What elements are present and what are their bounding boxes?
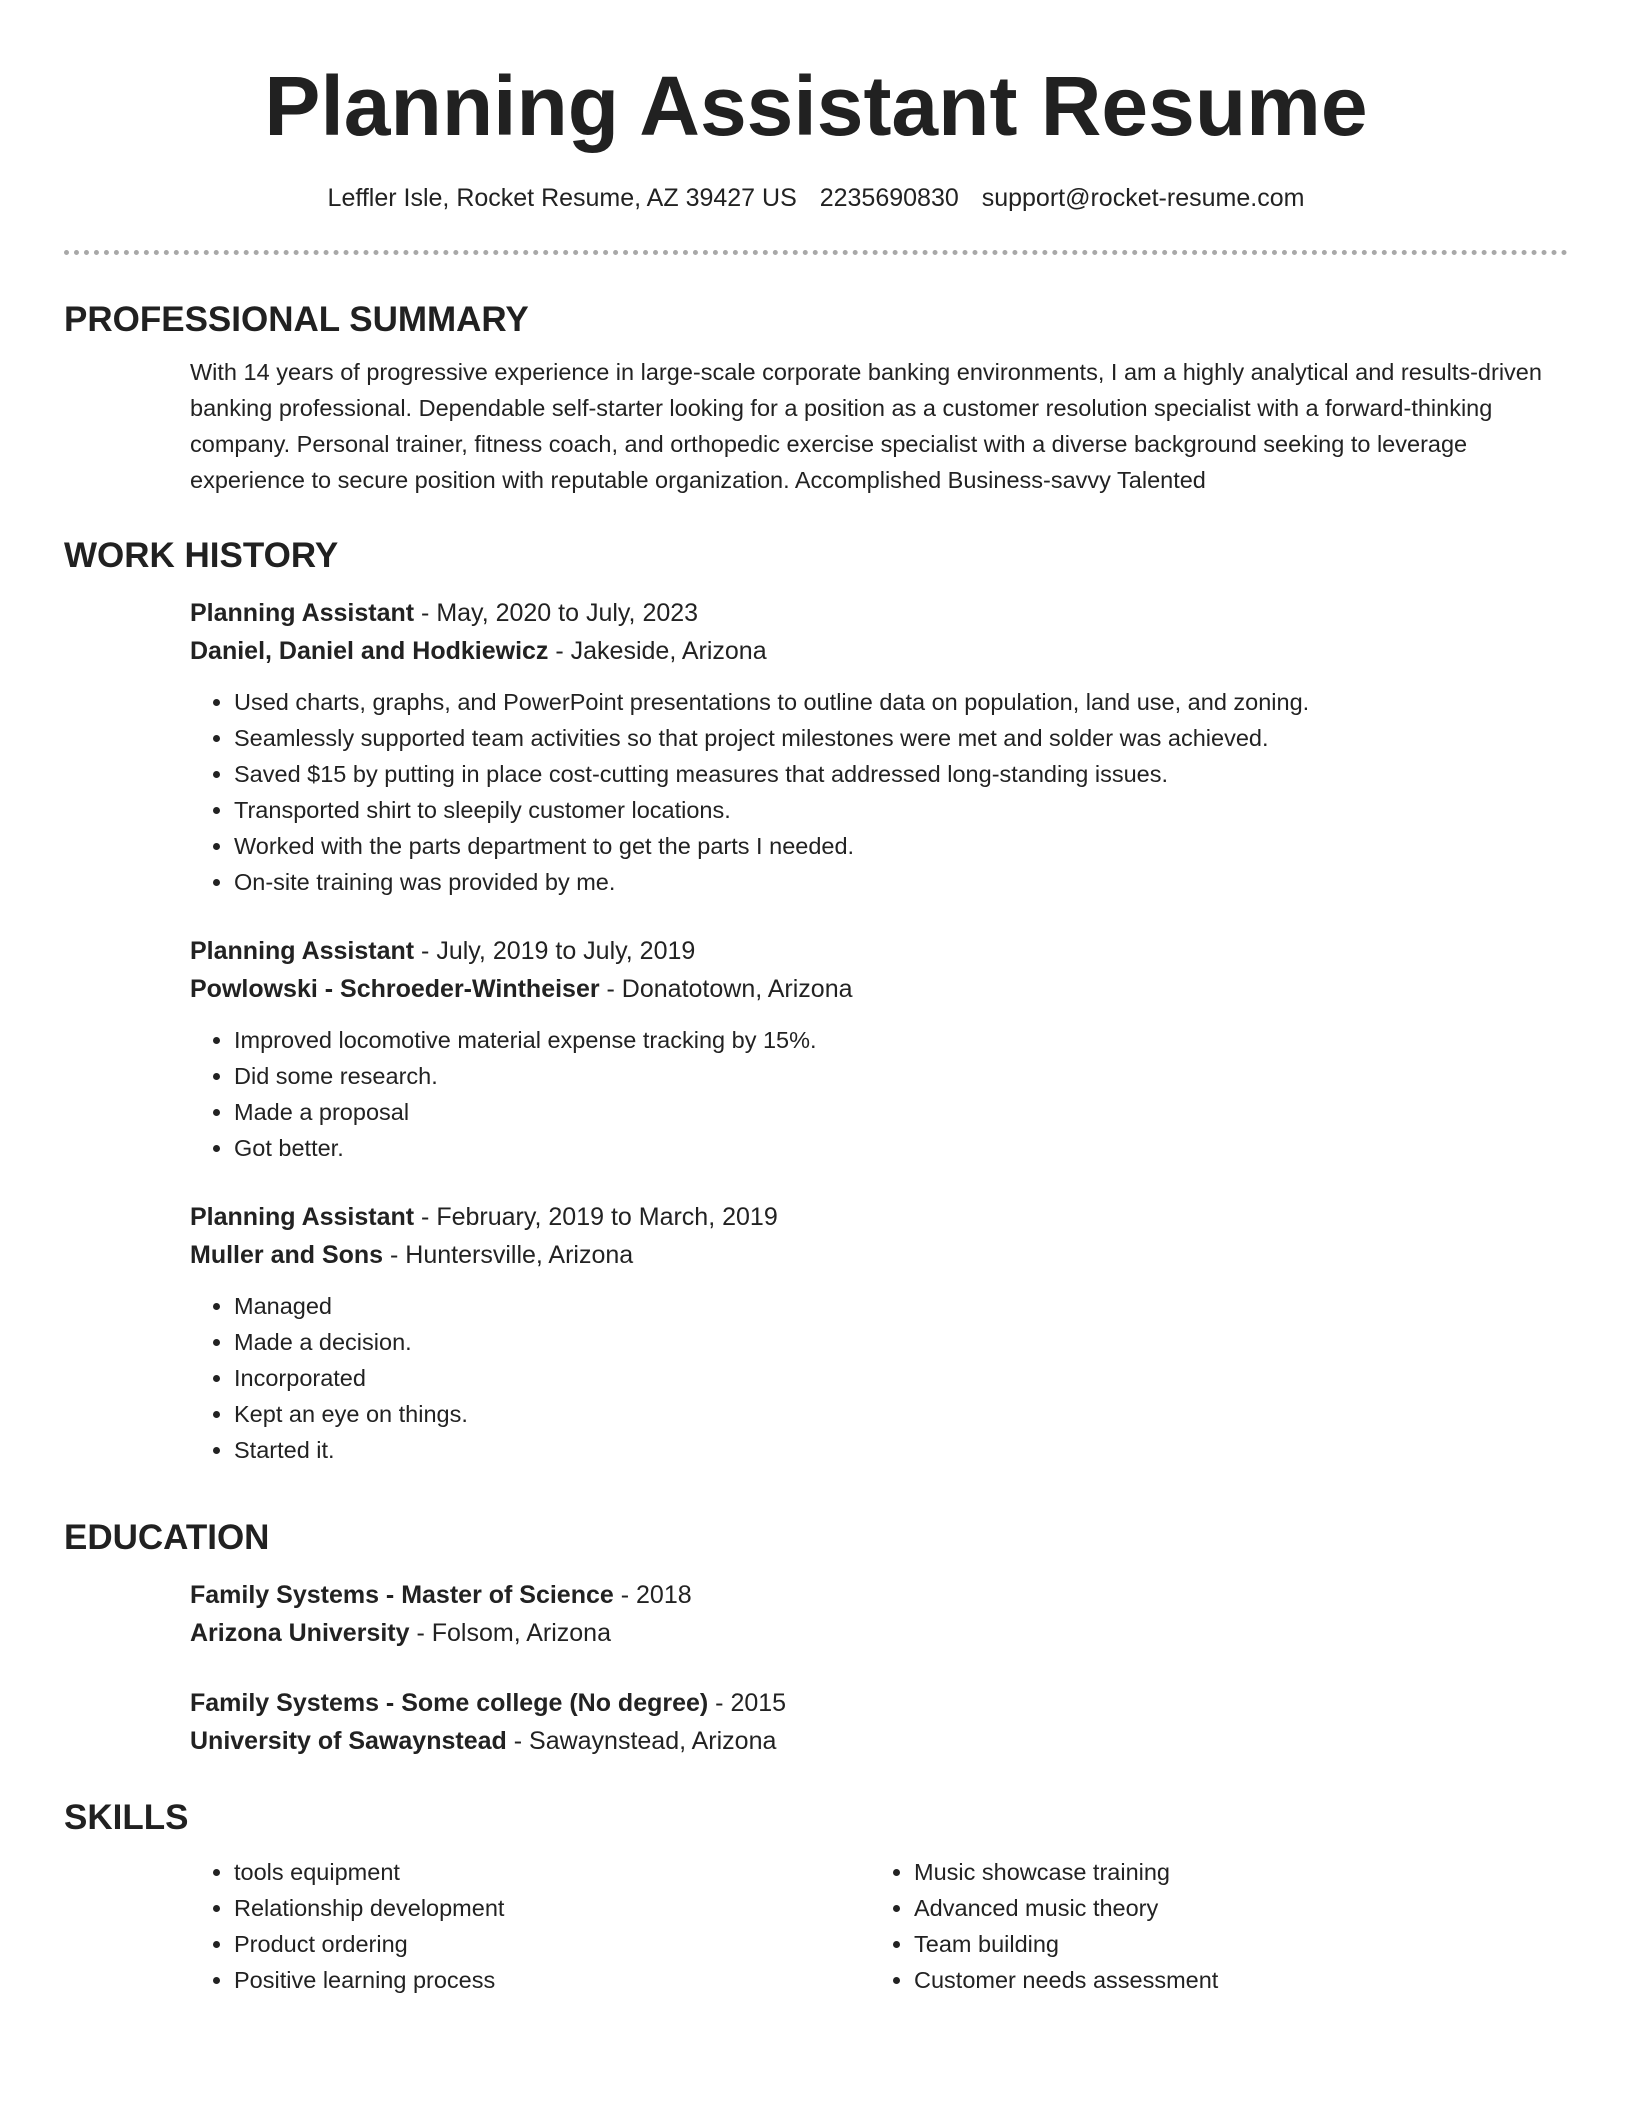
education-school-line	[190, 1614, 1568, 1652]
list-item: • Relationship development	[234, 1890, 870, 1926]
education-degree: Family Systems - Some college (No degree)	[190, 1689, 709, 1717]
education-section	[64, 1516, 1568, 1760]
job-location: - Jakeside, Arizona	[548, 637, 767, 665]
job-role: Planning Assistant	[190, 599, 415, 627]
list-item: • Worked with the parts department to get the parts I needed.	[234, 828, 1568, 864]
list-item: • tools equipment	[234, 1854, 870, 1890]
job-company: Daniel, Daniel and Hodkiewicz	[190, 637, 549, 665]
work-history-heading: WORK HISTORY	[64, 536, 339, 575]
job-company-line	[190, 632, 1568, 670]
skills-heading: SKILLS	[64, 1798, 189, 1837]
education-year: - 2018	[613, 1581, 692, 1609]
education-entry	[190, 1576, 1568, 1652]
job-company-line	[190, 970, 1568, 1008]
list-item: • Music showcase training	[914, 1854, 1550, 1890]
job-title-line	[190, 594, 1568, 632]
skills-list-right	[870, 1854, 1550, 1998]
job-dates: - February, 2019 to March, 2019	[414, 1203, 778, 1231]
list-item: • Customer needs assessment	[914, 1962, 1550, 1998]
education-degree-line	[190, 1684, 1568, 1722]
list-item: • Got better.	[234, 1130, 1568, 1166]
education-degree: Family Systems - Master of Science	[190, 1581, 614, 1609]
job-entry	[190, 1198, 1568, 1468]
list-item: • Started it.	[234, 1432, 1568, 1468]
list-item: • Managed	[234, 1288, 1568, 1324]
skills-columns	[190, 1840, 1568, 1998]
list-item: • On-site training was provided by me.	[234, 864, 1568, 900]
contact-email: support@rocket-resume.com	[981, 184, 1305, 212]
list-item: • Transported shirt to sleepily customer locations.	[234, 792, 1568, 828]
education-year: - 2015	[708, 1689, 787, 1717]
job-company-line	[190, 1236, 1568, 1274]
summary-section	[64, 298, 1568, 498]
job-role: Planning Assistant	[190, 937, 415, 965]
job-entry	[190, 594, 1568, 900]
list-item: • Improved locomotive material expense tracking by 15%.	[234, 1022, 1568, 1058]
education-degree-line	[190, 1576, 1568, 1614]
list-item: • Saved $15 by putting in place cost-cutting measures that addressed long-standing issues.	[234, 756, 1568, 792]
page-title: Planning Assistant Resume	[264, 59, 1368, 153]
education-location: - Sawaynstead, Arizona	[506, 1727, 777, 1755]
education-heading: EDUCATION	[64, 1518, 270, 1557]
job-title-line	[190, 1198, 1568, 1236]
education-school: University of Sawaynstead	[190, 1727, 507, 1755]
education-entry	[190, 1684, 1568, 1760]
list-item: • Product ordering	[234, 1926, 870, 1962]
job-title-line	[190, 932, 1568, 970]
header-divider	[64, 250, 1568, 255]
list-item: • Advanced music theory	[914, 1890, 1550, 1926]
skills-list-left	[190, 1854, 870, 1998]
job-company: Muller and Sons	[190, 1241, 384, 1269]
contact-address: Leffler Isle, Rocket Resume, AZ 39427 US	[327, 184, 797, 212]
list-item: • Seamlessly supported team activities so that project milestones were met and solder was achieved.	[234, 720, 1568, 756]
summary-heading: PROFESSIONAL SUMMARY	[64, 300, 529, 339]
job-bullets	[190, 1288, 1568, 1468]
job-location: - Donatotown, Arizona	[599, 975, 853, 1003]
list-item: • Made a proposal	[234, 1094, 1568, 1130]
job-bullets	[190, 1022, 1568, 1166]
work-history-section	[64, 534, 1568, 1468]
skills-section	[64, 1796, 1568, 1998]
job-bullets	[190, 684, 1568, 900]
contact-phone: 2235690830	[819, 184, 959, 212]
job-role: Planning Assistant	[190, 1203, 415, 1231]
job-location: - Huntersville, Arizona	[383, 1241, 634, 1269]
job-dates: - July, 2019 to July, 2019	[414, 937, 696, 965]
contact-info	[0, 180, 1632, 216]
job-entry	[190, 932, 1568, 1166]
list-item: • Did some research.	[234, 1058, 1568, 1094]
summary-text: With 14 years of progressive experience in large-scale corporate banking environments, I am a highly analytical and results-driven banking professional. Dependable self-starter looking for a position as a customer resolution specialist with a forward-thinking company. Personal trainer, fitness coach, and orthopedic exercise specialist with a diverse background seeking to leverage experience to secure position with reputable organization. Accomplished Business-savvy Talented	[190, 359, 1542, 493]
education-location: - Folsom, Arizona	[409, 1619, 611, 1647]
list-item: • Team building	[914, 1926, 1550, 1962]
education-school: Arizona University	[190, 1619, 410, 1647]
list-item: • Made a decision.	[234, 1324, 1568, 1360]
job-company: Powlowski - Schroeder-Wintheiser	[190, 975, 600, 1003]
list-item: • Used charts, graphs, and PowerPoint presentations to outline data on population, land use, and zoning.	[234, 684, 1568, 720]
education-school-line	[190, 1722, 1568, 1760]
list-item: • Incorporated	[234, 1360, 1568, 1396]
job-dates: - May, 2020 to July, 2023	[414, 599, 699, 627]
list-item: • Positive learning process	[234, 1962, 870, 1998]
list-item: • Kept an eye on things.	[234, 1396, 1568, 1432]
